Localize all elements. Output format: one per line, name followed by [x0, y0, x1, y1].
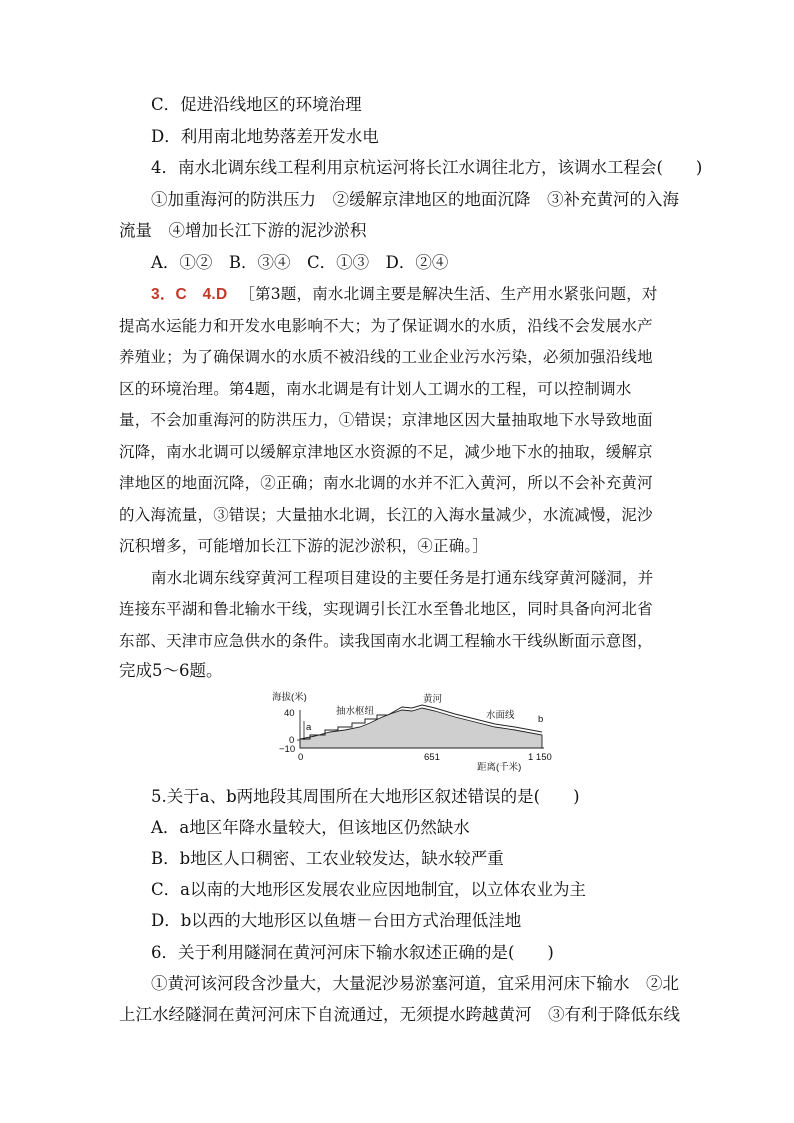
x-tick-label: 0	[298, 752, 304, 763]
answer-line: 沉积增多，可能增加长江下游的泥沙淤积，④正确。］	[119, 537, 489, 555]
river-label: 黄河	[423, 694, 443, 705]
answer-line: 沉降，南水北调可以缓解京津地区水资源的不足，减少地下水的抽取，缓解京	[119, 443, 653, 461]
answer-first-line	[151, 283, 658, 306]
point-b-label: b	[538, 714, 544, 725]
y-tick-label: 40	[284, 708, 295, 719]
q6-line1: ①黄河该河段含沙量大，大量泥沙易淤塞河道，宜采用河床下输水 ②北	[151, 974, 679, 993]
pump-label: 抽水枢纽	[336, 706, 375, 717]
answer-line: ［第3题，南水北调主要是解决生活、生产用水紧张问题，对	[239, 285, 658, 303]
water-line-label: 水面线	[486, 710, 515, 721]
answer-line: 的入海流量，③错误；大量抽水北调，长江的入海水量减少，水流减慢，泥沙	[119, 506, 653, 524]
passage-line: 东部、天津市应急供水的条件。读我国南水北调工程输水干线纵断面示意图，	[119, 632, 653, 650]
q6-line2: 上江水经隧洞在黄河河床下自流通过，无须提水跨越黄河 ③有利于降低东线	[119, 1005, 680, 1024]
passage-line: 完成5～6题。	[119, 661, 223, 680]
q4-stem: 4．南水北调东线工程利用京杭运河将长江水调往北方，该调水工程会( )	[151, 158, 703, 177]
answer-line: 津地区的地面沉降，②正确；南水北调的水并不汇入黄河，所以不会补充黄河	[119, 474, 653, 492]
answer-line: 量，不会加重海河的防洪压力，①错误；京津地区因大量抽取地下水导致地面	[119, 411, 653, 429]
passage-line: 连接东平湖和鲁北输水干线，实现调引长江水至鲁北地区，同时具备向河北省	[119, 600, 653, 618]
x-tick-label: 651	[424, 752, 440, 763]
y-tick-label: 0	[289, 735, 295, 746]
y-axis-label: 海拔(米)	[272, 692, 307, 703]
answer-key: 3．C 4.D	[151, 286, 228, 303]
x-tick-label: 1 150	[528, 752, 552, 763]
q4-options: A．①② B．③④ C．①③ D．②④	[151, 253, 449, 272]
q5-option-b: B．b地区人口稠密、工农业较发达，缺水较严重	[151, 849, 504, 868]
point-a-label: a	[306, 722, 312, 733]
q4-statements-line1: ①加重海河的防洪压力 ②缓解京津地区的地面沉降 ③补充黄河的入海	[151, 190, 679, 209]
q5-option-a: A．a地区年降水量较大，但该地区仍然缺水	[151, 818, 470, 837]
x-axis-label: 距离(千米)	[477, 762, 522, 773]
profile-figure	[270, 690, 570, 775]
answer-line: 提高水运能力和开发水电影响不大；为了保证调水的水质，沿线不会发展水产	[119, 317, 653, 335]
y-tick-label: −10	[279, 744, 296, 755]
q5-stem: 5.关于a、b两地段其周围所在大地形区叙述错误的是( )	[151, 787, 580, 806]
answer-line: 区的环境治理。第4题，南水北调是有计划人工调水的工程，可以控制调水	[119, 380, 632, 398]
q5-option-d: D．b以西的大地形区以鱼塘－台田方式治理低洼地	[151, 911, 522, 930]
passage-line: 南水北调东线穿黄河工程项目建设的主要任务是打通东线穿黄河隧洞，并	[151, 569, 654, 587]
q3-option-d: D．利用南北地势落差开发水电	[151, 127, 379, 146]
q5-option-c: C．a以南的大地形区发展农业应因地制宜，以立体农业为主	[151, 880, 586, 899]
answer-line: 养殖业；为了确保调水的水质不被沿线的工业企业污水污染，必须加强沿线地	[119, 348, 653, 366]
q6-stem: 6．关于利用隧洞在黄河河床下输水叙述正确的是( )	[151, 943, 554, 962]
q3-option-c: C．促进沿线地区的环境治理	[151, 95, 362, 114]
q4-statements-line2: 流量 ④增加长江下游的泥沙淤积	[119, 221, 367, 240]
